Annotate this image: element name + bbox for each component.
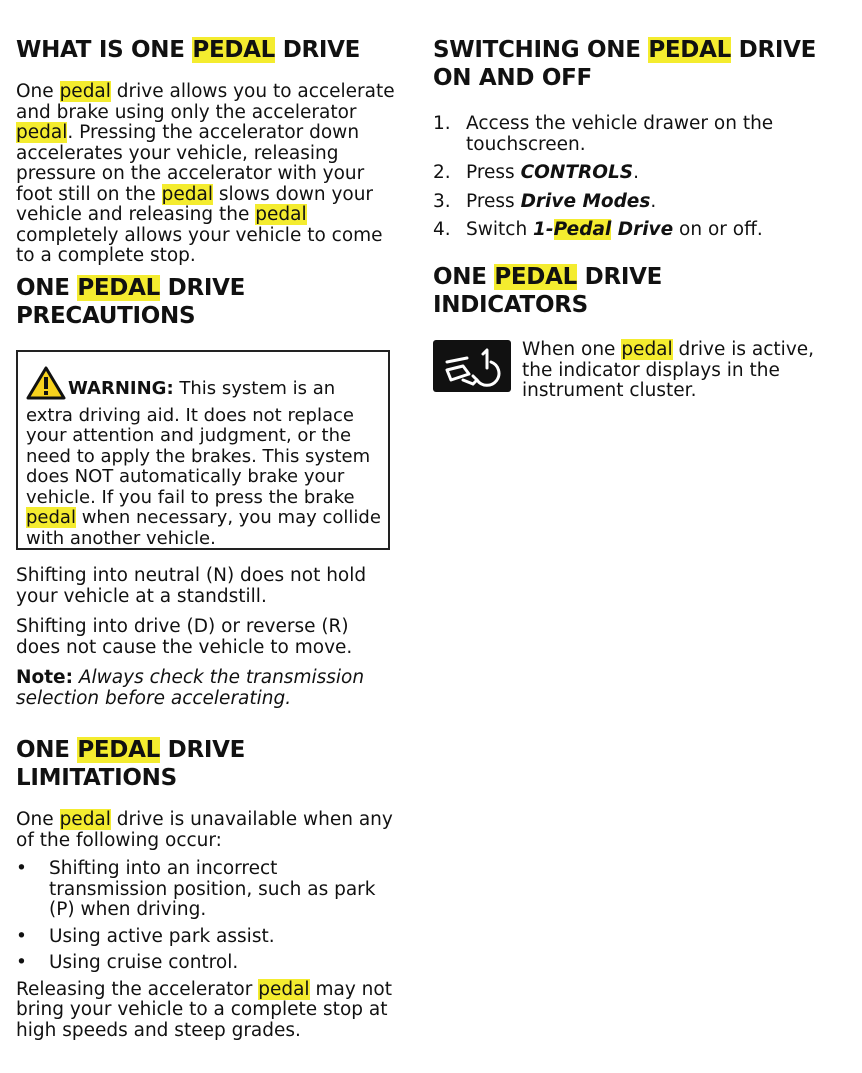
one-pedal-drive-indicator-icon xyxy=(433,340,511,392)
list-item: • Using active park assist. xyxy=(16,925,275,947)
warning-triangle-icon xyxy=(26,366,66,406)
note: Note: Always check the transmission selection before accelerating. xyxy=(16,667,365,709)
list-item: 2. Press CONTROLS. xyxy=(433,162,639,183)
list-item: 3. Press Drive Modes. xyxy=(433,190,657,212)
heading-indicators: ONE PEDAL DRIVE INDICATORS xyxy=(433,264,663,318)
section-precautions xyxy=(16,274,396,330)
heading-precautions: ONE PEDAL DRIVE PRECAUTIONS xyxy=(16,275,246,329)
list-item: 4. Switch 1-Pedal Drive on or off. xyxy=(433,219,763,240)
paragraph-indicator: When one pedal drive is active, the indicator displays in the instrument cluster. xyxy=(522,339,815,401)
section-limitations xyxy=(16,736,396,1041)
paragraph-releasing: Releasing the accelerator pedal may not bring your vehicle to a complete stop at high speeds and steep grades. xyxy=(16,978,392,1041)
steps-list xyxy=(433,114,823,241)
warning-box xyxy=(16,350,390,550)
warning-text: WARNING: This system is an extra driving aid. It does not replace your attention and judgment, or the need to apply the brakes. This system does NOT automatically brake your vehicle. If you fail to press the brake pedal when necessary, you may collide with another vehicle. xyxy=(26,366,382,549)
heading-limitations: ONE PEDAL DRIVE LIMITATIONS xyxy=(16,737,246,791)
warning-label: WARNING: xyxy=(68,378,174,399)
section-shifting xyxy=(16,566,396,709)
section-switching xyxy=(433,36,823,249)
section-what-is xyxy=(16,36,396,267)
paragraph-unavailable: One pedal drive is unavailable when any of the following occur: xyxy=(16,809,393,851)
section-indicators xyxy=(433,263,823,319)
heading-what-is-one-pedal-drive: WHAT IS ONE PEDAL DRIVE xyxy=(16,37,361,63)
list-item: • Using cruise control. xyxy=(16,952,239,973)
list-item: 1. Access the vehicle drawer on the touchscreen. xyxy=(433,113,774,155)
paragraph-drive-reverse: Shifting into drive (D) or reverse (R) does not cause the vehicle to move. xyxy=(16,616,353,658)
paragraph-neutral: Shifting into neutral (N) does not hold your vehicle at a standstill. xyxy=(16,565,367,607)
limitations-list xyxy=(16,859,396,974)
list-item: • Shifting into an incorrect transmission position, such as park (P) when driving. xyxy=(16,858,376,920)
heading-switching: SWITCHING ONE PEDAL DRIVE ON AND OFF xyxy=(433,37,817,91)
paragraph-what-is: One pedal drive allows you to accelerate and brake using only the accelerator pedal. Pressing the accelerator down accelerates your vehicle, releasing pressure on the accelerator with your foot still on the pedal slows down your vehicle and releasing the pedal completely allows your vehicle to come to a complete stop. xyxy=(16,81,395,266)
